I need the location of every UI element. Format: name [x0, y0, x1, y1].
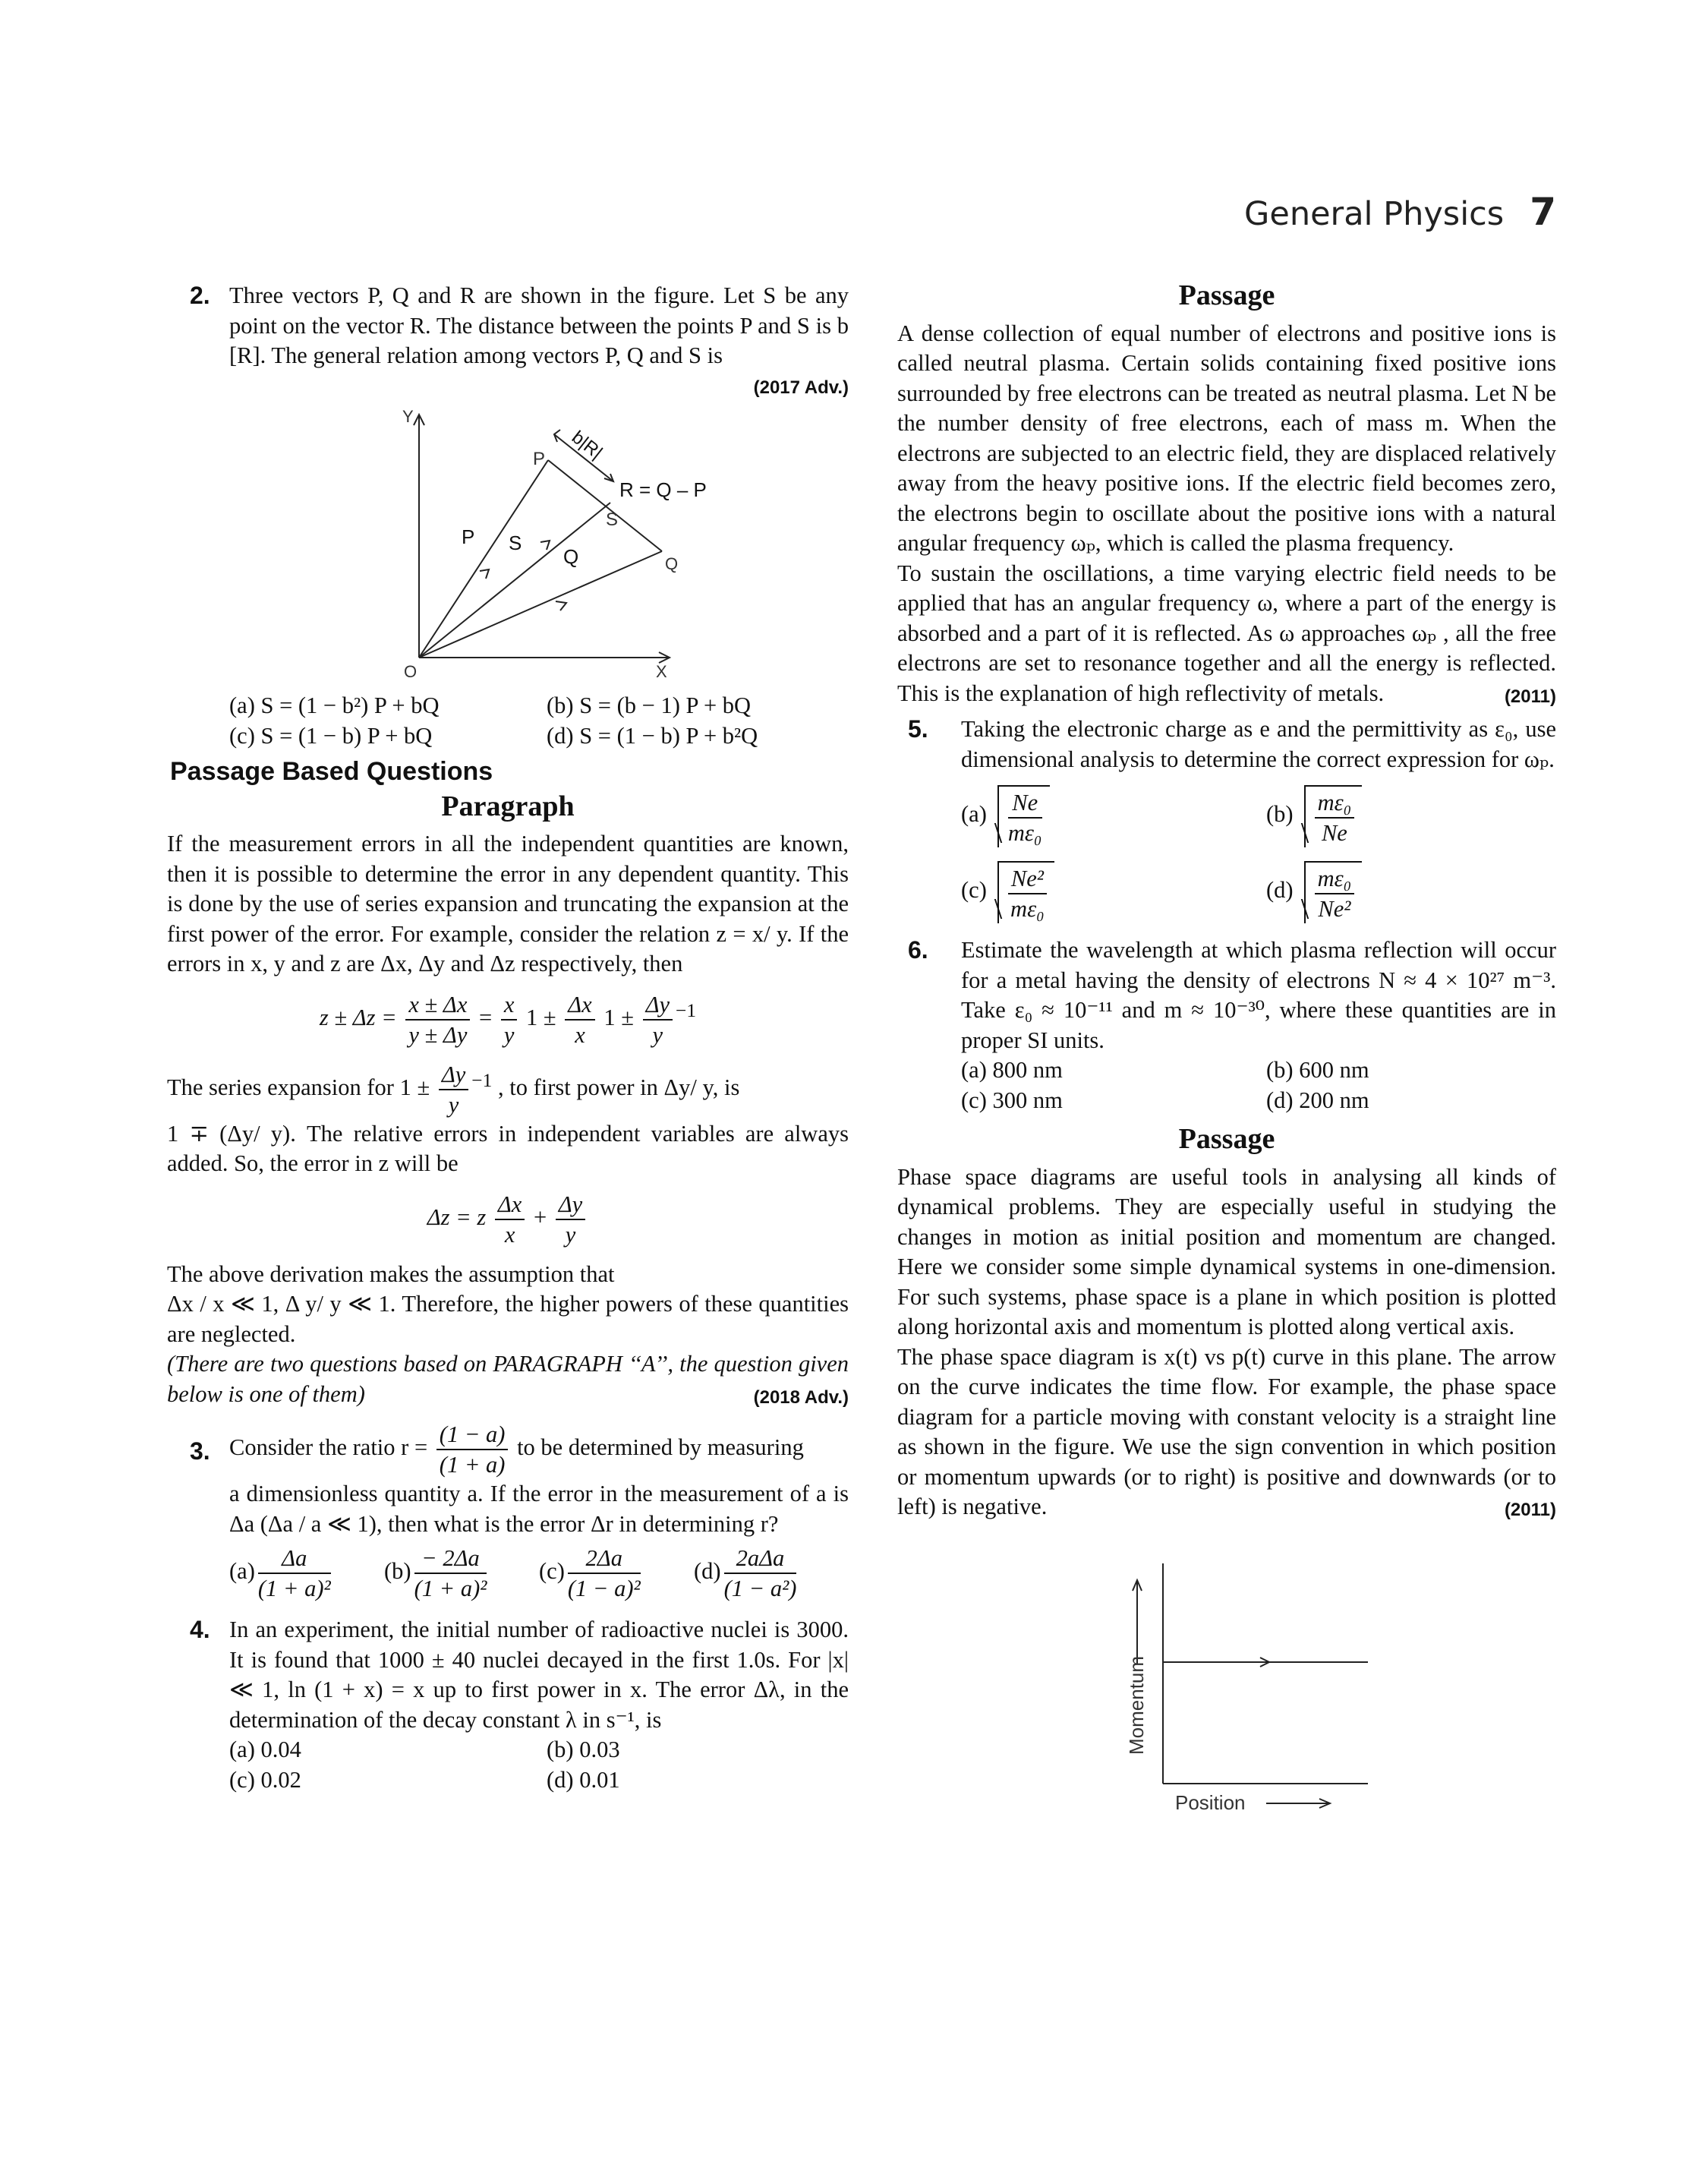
- question-text-2: a dimensionless quantity a. If the error in the measurement of a is Δa (Δa / a ≪ 1), then what is the error Δr in determining r?: [229, 1481, 849, 1537]
- numerator: x ± Δx: [405, 990, 470, 1021]
- question-line: Three vectors P, Q and R are shown in the figure. Let S be any: [229, 282, 849, 308]
- denominator: y: [652, 1021, 663, 1048]
- option-label: (c): [539, 1558, 565, 1584]
- numerator: Ne: [1008, 788, 1042, 819]
- option-a: (a) 800 nm: [961, 1057, 1063, 1083]
- numerator: Δx: [495, 1190, 525, 1220]
- option-label: (b): [384, 1558, 411, 1584]
- option-d: (d) 0.01: [547, 1766, 620, 1793]
- left-column: [167, 281, 849, 1795]
- denominator: mε₀: [1010, 896, 1045, 922]
- numerator: 2Δa: [568, 1544, 641, 1574]
- exam-tag: (2011): [1504, 686, 1556, 707]
- momentum-label: Momentum: [1125, 1655, 1148, 1755]
- option-d: (d) S = (1 − b) P + b²Q: [547, 722, 758, 749]
- fraction: [556, 1190, 585, 1249]
- numerator: Δy: [556, 1190, 585, 1220]
- denominator: (1 − a)²: [567, 1576, 641, 1601]
- origin-label: O: [404, 662, 418, 681]
- passage-text: A dense collection of equal number of electrons and positive ions is called neutral plasma. Certain solids containing fixed positive ions surrounded by free electrons can be treated as neutral plasma. Let N be the number density of free electrons, each of mass m. When the electrons are subjected to an electric field, they are displaced relatively away from the heavy positive ions. If the electric field becomes zero, the electrons begin to oscillate about the positive ions with a natural angular frequency ωₚ, which is called the plasma frequency.: [897, 320, 1556, 556]
- option-b: [1266, 785, 1556, 847]
- question-text: In an experiment, the initial number of radioactive nuclei is 3000. It is found that 1000 ± 40 nuclei decayed in the first 1.0s. For |x| ≪ 1, ln (1 + x) = x up to first power in x. The error Δλ, in the determination of the decay constant λ in s⁻¹, is: [229, 1617, 849, 1733]
- equation-1: [167, 990, 849, 1049]
- vector-q-label: Q: [563, 545, 579, 568]
- vector-p: [419, 460, 548, 658]
- series-text-2: 1 ∓ (Δy/ y). The relative errors in independent variables are always added. So, the error in z will be: [167, 1120, 849, 1176]
- text-fragment: The series expansion for: [167, 1074, 394, 1100]
- option-label: (d): [1266, 877, 1294, 903]
- vector-figure: [313, 407, 707, 681]
- numerator: Δa: [258, 1544, 331, 1574]
- fraction: [439, 1060, 468, 1119]
- options: [961, 785, 1556, 923]
- option-label: (a): [229, 1558, 255, 1584]
- denominator: y ± Δy: [408, 1021, 468, 1048]
- passage-title: Passage: [1178, 279, 1275, 311]
- eq-sign: =: [478, 1004, 493, 1030]
- option-a: [961, 785, 1251, 847]
- option-b: (b) 0.03: [547, 1737, 620, 1762]
- option-label: (a): [961, 801, 987, 827]
- denominator: x: [504, 1221, 515, 1248]
- question-number: 6.: [908, 936, 928, 964]
- passage-text-2: [897, 559, 1556, 709]
- numerator: (1 − a): [436, 1420, 509, 1450]
- option-d: (d) 200 nm: [1266, 1087, 1369, 1113]
- denominator: x: [575, 1021, 585, 1048]
- header-title: General Physics: [1244, 195, 1505, 233]
- equation-2: [167, 1190, 849, 1249]
- question-2: [167, 281, 849, 751]
- eq-lhs: Δz = z: [427, 1203, 487, 1230]
- page-number: 7: [1530, 190, 1556, 234]
- question-3: [167, 1420, 849, 1603]
- series-text: [167, 1060, 849, 1119]
- option-b: (b) 600 nm: [1266, 1057, 1369, 1083]
- option-c: (c) S = (1 − b) P + bQ: [229, 722, 433, 749]
- text-fragment: , to first power in Δy/ y, is: [497, 1074, 740, 1100]
- question-line: point on the vector R. The distance between the points P and: [229, 312, 792, 339]
- options: [229, 1544, 849, 1603]
- option-a: (a) S = (1 − b²) P + bQ: [229, 692, 440, 718]
- question-line: S is b [R]. The general relation among vectors P, Q and S is: [229, 312, 849, 368]
- question-6: [897, 935, 1556, 1115]
- assumption-text-2: Δx / x ≪ 1, Δ y/ y ≪ 1. Therefore, the higher powers of these quantities are neglected.: [167, 1291, 849, 1347]
- vector-q: [419, 551, 662, 658]
- question-text: Estimate the wavelength at which plasma reflection will occur for a metal having the density of electrons N ≈ 4 × 10²⁷ m⁻³. Take ε₀ ≈ 10⁻¹¹ and m ≈ 10⁻³⁰, where these quantities are in proper SI units.: [961, 937, 1556, 1053]
- question-text: [229, 281, 849, 371]
- eq-term: 1 ±: [603, 1004, 634, 1030]
- relation-label: R = Q – P: [619, 478, 707, 501]
- eq-term: 1 ±: [399, 1074, 430, 1100]
- eq-term: 1 ±: [525, 1004, 556, 1030]
- position-label: Position: [1175, 1790, 1246, 1814]
- numerator: Δy: [439, 1060, 468, 1090]
- passage-title: Passage: [1178, 1123, 1275, 1155]
- paragraph-text: If the measurement errors in all the independent quantities are known, then it is possible to determine the error in any dependent quantity. This is done by the use of series expansion and truncating the expansion at the first power of the error. For example, consider the relation z = x/ y. If the errors in x, y and z are Δx, Δy and Δz respectively, then: [167, 831, 849, 976]
- option-c: [539, 1544, 694, 1603]
- right-column: [897, 281, 1556, 1814]
- numerator: − 2Δa: [414, 1544, 487, 1574]
- exam-tag: (2017 Adv.): [753, 377, 849, 398]
- numerator: mε₀: [1315, 788, 1355, 819]
- numerator: Ne²: [1008, 864, 1047, 894]
- option-label: (d): [694, 1558, 721, 1584]
- denominator: y: [448, 1091, 459, 1118]
- question-number: 4.: [190, 1616, 210, 1643]
- fraction: [495, 1190, 525, 1249]
- option-b: [384, 1544, 539, 1603]
- numerator: x: [501, 990, 518, 1021]
- distance-label: b|R|: [568, 427, 607, 464]
- vector-s-label: S: [509, 532, 522, 554]
- question-text: Taking the electronic charge as e and the permittivity as ε₀, use dimensional analysis to determine the correct expression for ωₚ.: [961, 716, 1556, 772]
- paragraph-title: Paragraph: [441, 790, 575, 822]
- note-text: [167, 1349, 849, 1409]
- exponent: −1: [676, 999, 697, 1021]
- option-c: (c) 0.02: [229, 1766, 301, 1793]
- fraction: [643, 990, 673, 1049]
- note-fragment: (There are two questions based on PARAGRAPH ‘‘A’’, the question given below is one of them): [167, 1351, 849, 1407]
- fraction: [501, 990, 518, 1049]
- text-fragment: To sustain the oscillations, a time varying electric field needs to be applied that has an angular frequency ω, where a part of the energy is absorbed and a part of it is reflected. As ω approaches ωₚ , all the free electrons are set to resonance together and all the energy is reflected. This is the explanation of high reflectivity of metals.: [897, 560, 1556, 706]
- question-5: [897, 715, 1556, 923]
- question-number: 5.: [908, 715, 928, 743]
- denominator: (1 + a)²: [257, 1576, 331, 1601]
- vector-s: [419, 503, 610, 658]
- option-d: [1266, 861, 1556, 923]
- denominator: mε₀: [1007, 820, 1042, 846]
- options: [961, 1055, 1556, 1115]
- assumption-text: The above derivation makes the assumption that: [167, 1260, 615, 1287]
- options: [229, 691, 849, 751]
- point-p-label: P: [533, 449, 546, 469]
- denominator: (1 − a²): [723, 1576, 797, 1601]
- option-a: (a) 0.04: [229, 1737, 301, 1762]
- fraction: [436, 1420, 509, 1479]
- fraction: [405, 990, 470, 1049]
- section-heading: Passage Based Questions: [170, 757, 493, 786]
- question-number: 2.: [190, 282, 210, 309]
- y-label: Y: [402, 407, 414, 426]
- text-fragment: to be determined by measuring: [517, 1434, 804, 1460]
- point-q-label: Q: [665, 554, 679, 573]
- text-fragment: The phase space diagram is x(t) vs p(t) curve in this plane. The arrow on the curve indicates the time flow. For example, the phase space diagram for a particle moving with constant velocity is a straight line as shown in the figure. We use the sign convention in which position or momentum upwards (or to right) is positive and downwards (or to left) is negative.: [897, 1343, 1556, 1519]
- passage-text-2: [897, 1342, 1556, 1522]
- x-label: X: [656, 662, 667, 681]
- option-b: (b) S = (b − 1) P + bQ: [547, 692, 752, 718]
- option-a: [229, 1544, 384, 1603]
- point-s-label: S: [606, 509, 619, 530]
- question-text: [229, 1420, 849, 1479]
- question-number: 3.: [190, 1437, 210, 1465]
- text-fragment: Consider the ratio r =: [229, 1434, 428, 1460]
- option-d: [694, 1544, 849, 1603]
- numerator: Δy: [643, 990, 673, 1021]
- eq-lhs: z ± Δz =: [319, 1004, 397, 1030]
- option-label: (b): [1266, 801, 1294, 827]
- option-c: [961, 861, 1251, 923]
- denominator: Ne²: [1318, 896, 1351, 922]
- denominator: Ne: [1321, 820, 1347, 846]
- numerator: mε₀: [1315, 864, 1355, 894]
- numerator: 2aΔa: [724, 1544, 797, 1574]
- phase-space-diagram: [1087, 1556, 1406, 1814]
- fraction: [565, 990, 594, 1049]
- eq-sign: +: [533, 1203, 547, 1230]
- numerator: Δx: [565, 990, 594, 1021]
- denominator: (1 + a)²: [414, 1576, 487, 1601]
- denominator: y: [503, 1021, 515, 1048]
- vector-p-label: P: [462, 525, 475, 548]
- exponent: −1: [471, 1069, 493, 1091]
- options: [229, 1735, 849, 1795]
- option-c: (c) 300 nm: [961, 1087, 1063, 1113]
- denominator: (1 + a): [439, 1452, 506, 1478]
- exam-tag: (2018 Adv.): [753, 1386, 849, 1408]
- exam-tag: (2011): [1504, 1500, 1556, 1520]
- denominator: y: [565, 1221, 576, 1248]
- question-4: [167, 1615, 849, 1795]
- passage-text: Phase space diagrams are useful tools in analysing all kinds of dynamical problems. They are especially useful in studying the changes in motion as initial position and momentum are changed. Here we consider some simple dynamical systems in one-dimension. For such systems, phase space is a plane in which position is plotted along horizontal axis and momentum is plotted along vertical axis.: [897, 1163, 1556, 1339]
- page-header: [1244, 190, 1556, 234]
- option-label: (c): [961, 877, 987, 903]
